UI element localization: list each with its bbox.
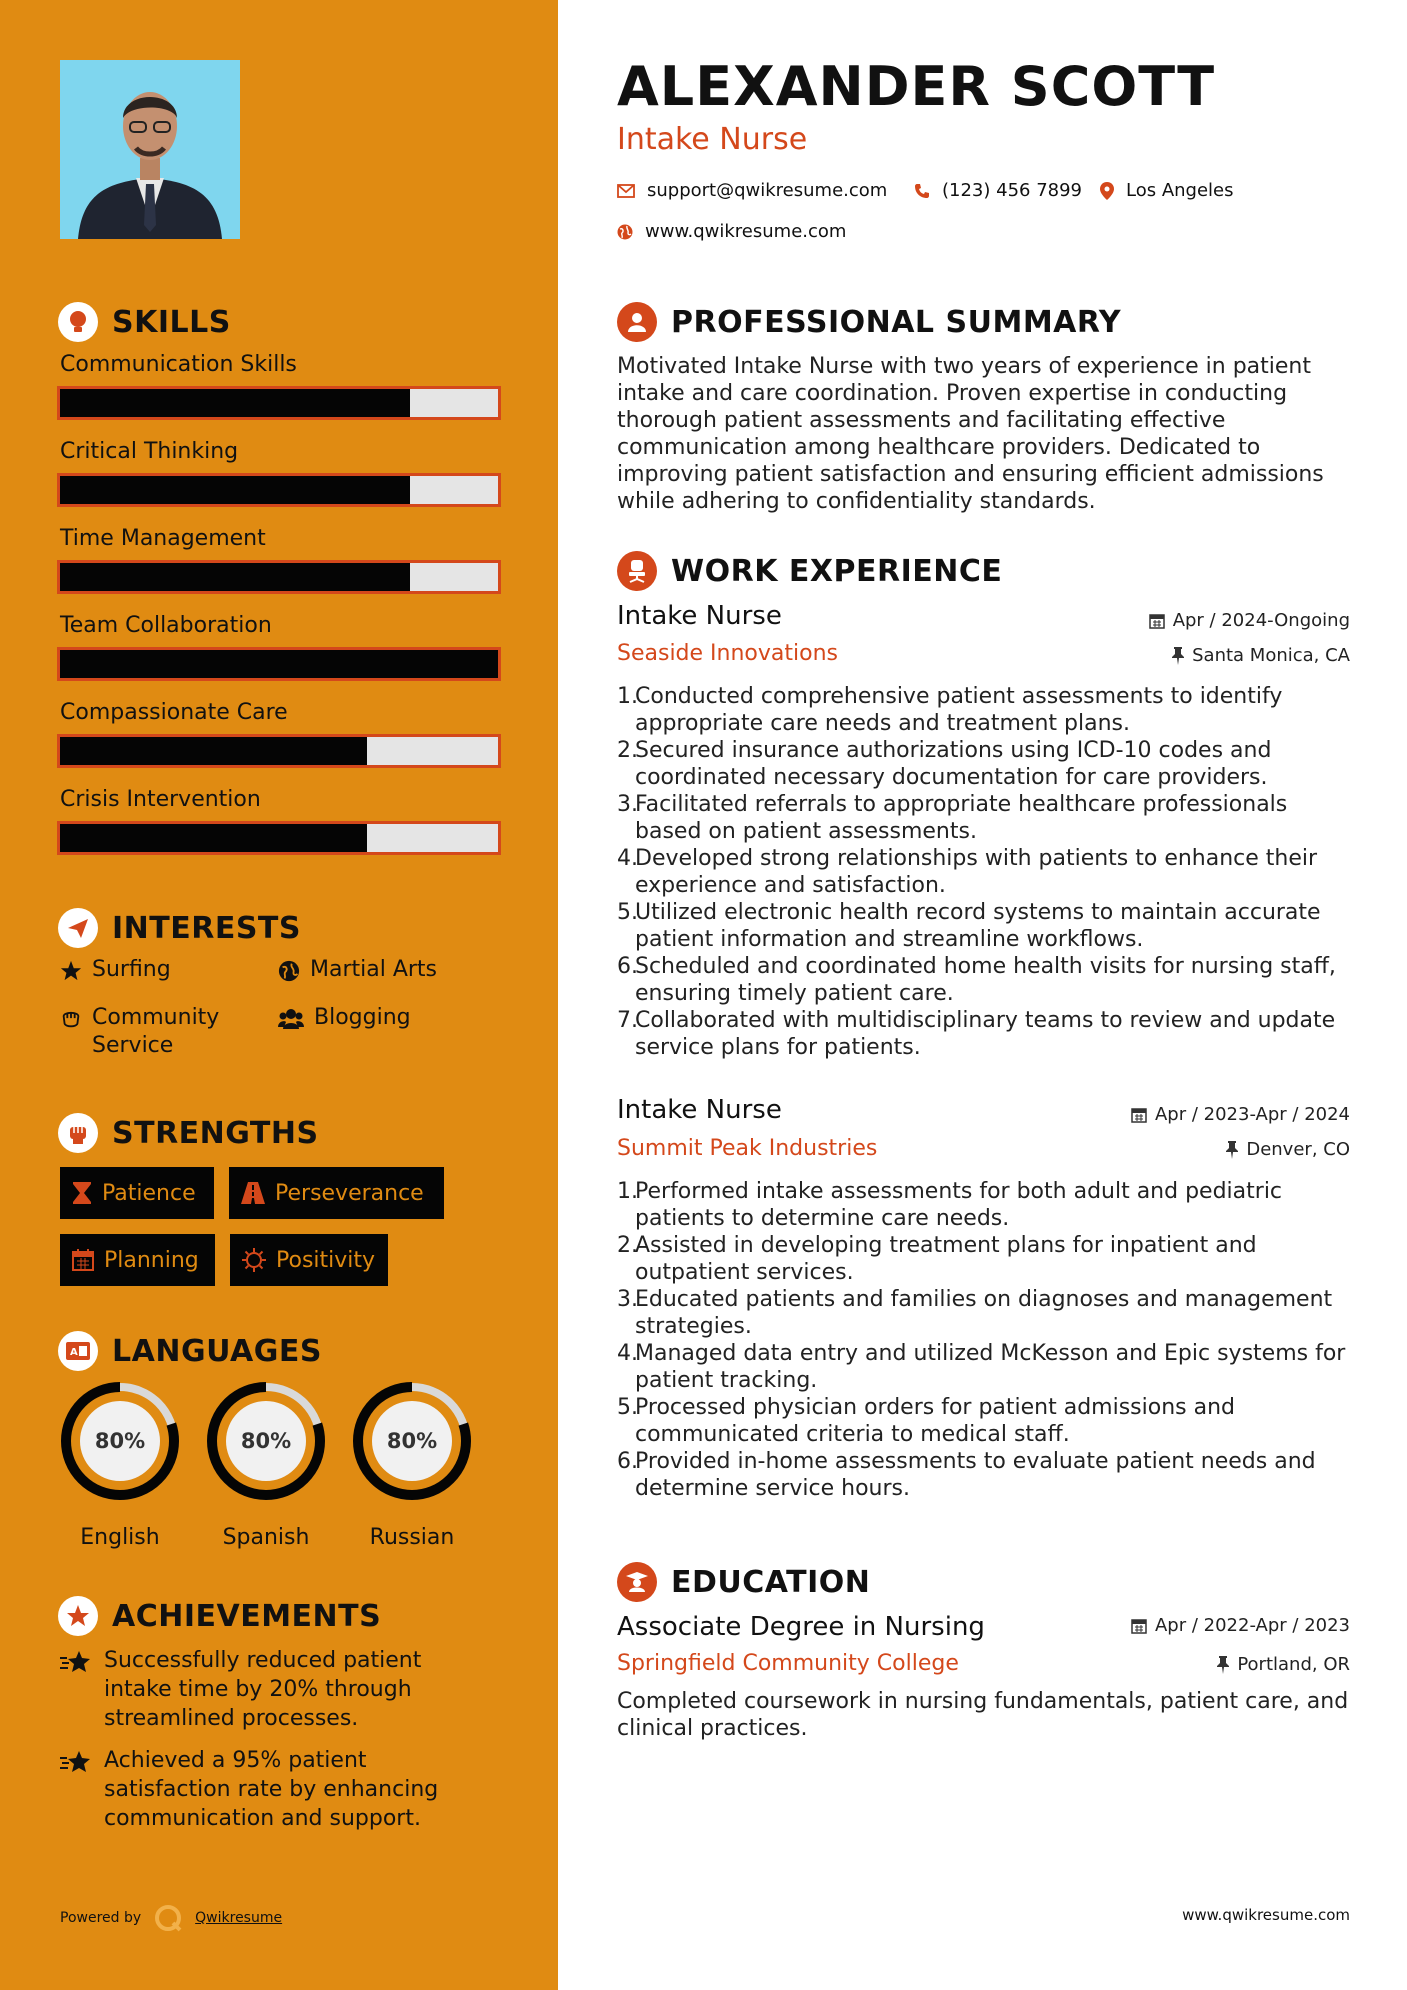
achievement-item [60, 1746, 480, 1833]
candidate-role: Intake Nurse [617, 122, 808, 157]
powered-by [60, 1903, 282, 1933]
graduate-icon [617, 1562, 657, 1602]
bullet-number: 5. [617, 1395, 638, 1420]
qwikresume-logo-icon [153, 1903, 183, 1933]
job-location [1226, 1139, 1350, 1160]
calendar-icon [1131, 1107, 1147, 1123]
job-bullet [617, 1340, 1357, 1394]
skill-level-fill [60, 650, 498, 678]
education-title: EDUCATION [671, 1564, 871, 1600]
bullet-text: Conducted comprehensive patient assessments to identify appropriate care needs and treatment plans. [635, 684, 1283, 736]
language-item [350, 1379, 474, 1550]
paper-plane-icon [58, 908, 98, 948]
bullet-text: Scheduled and coordinated home health visits for nursing staff, ensuring timely patient care. [635, 954, 1336, 1006]
pushpin-icon [1217, 1656, 1229, 1674]
phone-text[interactable]: (123) 456 7899 [942, 180, 1083, 201]
skill-name: Communication Skills [60, 352, 297, 377]
skill-level-bar [57, 821, 501, 855]
skill-level-bar [57, 647, 501, 681]
job-bullet [617, 1178, 1357, 1232]
globe-icon [617, 224, 633, 240]
job-bullet [617, 683, 1357, 737]
language-ring [350, 1379, 474, 1503]
user-icon [617, 302, 657, 342]
experience-title: WORK EXPERIENCE [671, 553, 1003, 589]
pushpin-icon [1172, 647, 1184, 665]
star-icon [60, 960, 82, 982]
job-bullet [617, 1286, 1357, 1340]
education-header [617, 1562, 870, 1602]
bullet-text: Collaborated with multidisciplinary teams to review and update service plans for patients. [635, 1008, 1336, 1060]
calendar-icon [1149, 613, 1165, 629]
interests-header [58, 908, 301, 948]
skill-name: Team Collaboration [60, 613, 272, 638]
education-location-text: Portland, OR [1237, 1654, 1350, 1675]
skill-level-fill [60, 563, 410, 591]
bullet-text: Assisted in developing treatment plans for inpatient and outpatient services. [635, 1233, 1257, 1285]
interest-label: Blogging [314, 1005, 411, 1030]
bullet-number: 4. [617, 846, 638, 871]
job-bullet [617, 1232, 1357, 1286]
job-bullet [617, 791, 1357, 845]
education-description: Completed coursework in nursing fundamentals, patient care, and clinical practices. [617, 1689, 1349, 1741]
skills-header [58, 302, 231, 342]
job-bullet [617, 899, 1357, 953]
bullet-number: 5. [617, 900, 638, 925]
bullet-number: 6. [617, 1449, 638, 1474]
bullet-number: 1. [617, 684, 638, 709]
job-bullet [617, 1394, 1357, 1448]
shooting-star-icon [60, 1648, 92, 1676]
calendar-icon [72, 1249, 94, 1271]
achievement-text: Achieved a 95% patient satisfaction rate by enhancing communication and support. [104, 1748, 439, 1831]
skill-level-fill [60, 824, 367, 852]
bullet-text: Provided in-home assessments to evaluate patient needs and determine service hours. [635, 1449, 1316, 1501]
contact-website [617, 221, 846, 242]
achievement-text: Successfully reduced patient intake time by 20% through streamlined processes. [104, 1648, 422, 1731]
job-location [1172, 645, 1350, 666]
summary-header [617, 302, 1121, 342]
language-item [204, 1379, 328, 1550]
education-dates [1131, 1615, 1350, 1636]
bullet-number: 3. [617, 792, 638, 817]
email-text[interactable]: support@qwikresume.com [647, 180, 888, 201]
hand-icon [60, 1008, 82, 1030]
bullet-number: 1. [617, 1179, 638, 1204]
language-item [58, 1379, 182, 1550]
job-company: Seaside Innovations [617, 641, 838, 666]
job-bullet [617, 737, 1357, 791]
job-bullet [617, 1007, 1357, 1061]
language-ring [204, 1379, 328, 1503]
strength-badge [230, 1234, 388, 1286]
bullet-text: Performed intake assessments for both adult and pediatric patients to determine care needs. [635, 1179, 1283, 1231]
calendar-icon [1131, 1618, 1147, 1634]
svg-text:A: A [70, 1347, 78, 1358]
job-title: Intake Nurse [617, 1095, 782, 1125]
skills-title: SKILLS [112, 304, 231, 340]
job-company: Summit Peak Industries [617, 1136, 878, 1161]
candidate-name: ALEXANDER SCOTT [617, 55, 1216, 118]
footer-url[interactable]: www.qwikresume.com [1182, 1906, 1350, 1924]
phone-icon [914, 183, 930, 199]
bullet-number: 3. [617, 1287, 638, 1312]
bullet-text: Developed strong relationships with patients to enhance their experience and satisfaction. [635, 846, 1318, 898]
fist-icon [58, 1113, 98, 1153]
language-percent: 80% [94, 1429, 146, 1453]
globe-icon [278, 960, 300, 982]
summary-title: PROFESSIONAL SUMMARY [671, 304, 1122, 340]
job-bullet-list [617, 683, 1357, 1061]
map-pin-icon [1100, 182, 1114, 200]
bullet-number: 7. [617, 1008, 638, 1033]
bullet-text: Managed data entry and utilized McKesson and Epic systems for patient tracking. [635, 1341, 1346, 1393]
skill-name: Time Management [60, 526, 266, 551]
job-dates-text: Apr / 2023-Apr / 2024 [1154, 1104, 1350, 1125]
languages-title: LANGUAGES [112, 1333, 322, 1369]
pushpin-icon [1226, 1141, 1238, 1159]
skill-level-fill [60, 389, 410, 417]
hourglass-icon [72, 1181, 92, 1205]
bullet-text: Secured insurance authorizations using ICD-10 codes and coordinated necessary documentation for care providers. [635, 738, 1272, 790]
language-name: Spanish [222, 1525, 310, 1550]
language-icon [58, 1331, 98, 1371]
language-name: Russian [369, 1525, 455, 1550]
education-degree: Associate Degree in Nursing [617, 1612, 985, 1642]
profile-photo [60, 60, 240, 239]
lightbulb-icon [58, 302, 98, 342]
contact-email [617, 180, 887, 201]
languages-header [58, 1331, 322, 1371]
powered-brand-link[interactable]: Qwikresume [195, 1910, 283, 1926]
skill-level-bar [57, 386, 501, 420]
sidebar [0, 0, 558, 1990]
strength-label: Patience [102, 1180, 196, 1206]
job-location-text: Denver, CO [1246, 1139, 1350, 1160]
interest-item [278, 1004, 411, 1032]
strength-label: Planning [104, 1247, 199, 1273]
strength-badge [229, 1167, 444, 1219]
achievement-item [60, 1646, 480, 1733]
job-bullet [617, 1448, 1357, 1502]
office-chair-icon [617, 551, 657, 591]
achievements-header [58, 1596, 381, 1636]
language-ring [58, 1379, 182, 1503]
skill-name: Critical Thinking [60, 439, 239, 464]
website-text[interactable]: www.qwikresume.com [645, 221, 847, 242]
interest-item [60, 956, 171, 984]
skill-name: Compassionate Care [60, 700, 288, 725]
job-location-text: Santa Monica, CA [1192, 645, 1350, 666]
skill-name: Crisis Intervention [60, 787, 261, 812]
contact-phone [914, 180, 1082, 201]
bullet-text: Educated patients and families on diagnoses and management strategies. [635, 1287, 1333, 1339]
strength-badge [60, 1234, 215, 1286]
strength-label: Perseverance [275, 1180, 424, 1206]
strengths-title: STRENGTHS [112, 1115, 319, 1151]
main-content [558, 0, 1407, 1990]
bullet-text: Utilized electronic health record systems to maintain accurate patient information and streamline workflows. [635, 900, 1321, 952]
users-icon [278, 1008, 304, 1030]
skill-level-bar [57, 734, 501, 768]
bullet-number: 2. [617, 738, 638, 763]
interest-label: Martial Arts [310, 957, 438, 982]
strength-label: Positivity [276, 1247, 376, 1273]
interest-label: Community Service [92, 1005, 220, 1058]
job-bullet [617, 953, 1357, 1007]
job-dates [1149, 610, 1350, 631]
envelope-icon [617, 184, 635, 198]
job-bullet-list [617, 1178, 1357, 1502]
language-percent: 80% [240, 1429, 292, 1453]
job-dates [1131, 1104, 1350, 1125]
skill-level-bar [57, 560, 501, 594]
contact-location [1100, 180, 1234, 201]
shooting-star-icon [60, 1748, 92, 1776]
language-name: English [80, 1525, 160, 1550]
strengths-header [58, 1113, 319, 1153]
strength-badge [60, 1167, 214, 1219]
job-bullet [617, 845, 1357, 899]
road-icon [241, 1182, 265, 1204]
sun-icon [242, 1248, 266, 1272]
interest-item [278, 956, 437, 984]
job-dates-text: Apr / 2024-Ongoing [1172, 610, 1350, 631]
education-location [1217, 1654, 1350, 1675]
bullet-number: 2. [617, 1233, 638, 1258]
skill-level-fill [60, 476, 410, 504]
interest-item [60, 1004, 250, 1060]
achievement-star-icon [58, 1596, 98, 1636]
job-title: Intake Nurse [617, 601, 782, 631]
education-school: Springfield Community College [617, 1651, 959, 1676]
location-text: Los Angeles [1126, 180, 1234, 201]
powered-label: Powered by [60, 1910, 142, 1926]
language-percent: 80% [386, 1429, 438, 1453]
interest-label: Surfing [92, 957, 171, 982]
skill-level-fill [60, 737, 367, 765]
interests-title: INTERESTS [112, 910, 301, 946]
bullet-text: Processed physician orders for patient admissions and communicated criteria to medical staff. [635, 1395, 1235, 1447]
skill-level-bar [57, 473, 501, 507]
bullet-number: 6. [617, 954, 638, 979]
experience-header [617, 551, 1002, 591]
bullet-text: Facilitated referrals to appropriate healthcare professionals based on patient assessments. [635, 792, 1288, 844]
bullet-number: 4. [617, 1341, 638, 1366]
achievements-title: ACHIEVEMENTS [112, 1598, 382, 1634]
education-dates-text: Apr / 2022-Apr / 2023 [1154, 1615, 1350, 1636]
summary-text: Motivated Intake Nurse with two years of experience in patient intake and care coordination. Proven expertise in conducting thorough patient assessments and facilitating effective communication among healthcare providers. Dedicated to improving patient satisfaction and ensuring efficient admissions while adhering to confidentiality standards. [617, 354, 1324, 514]
